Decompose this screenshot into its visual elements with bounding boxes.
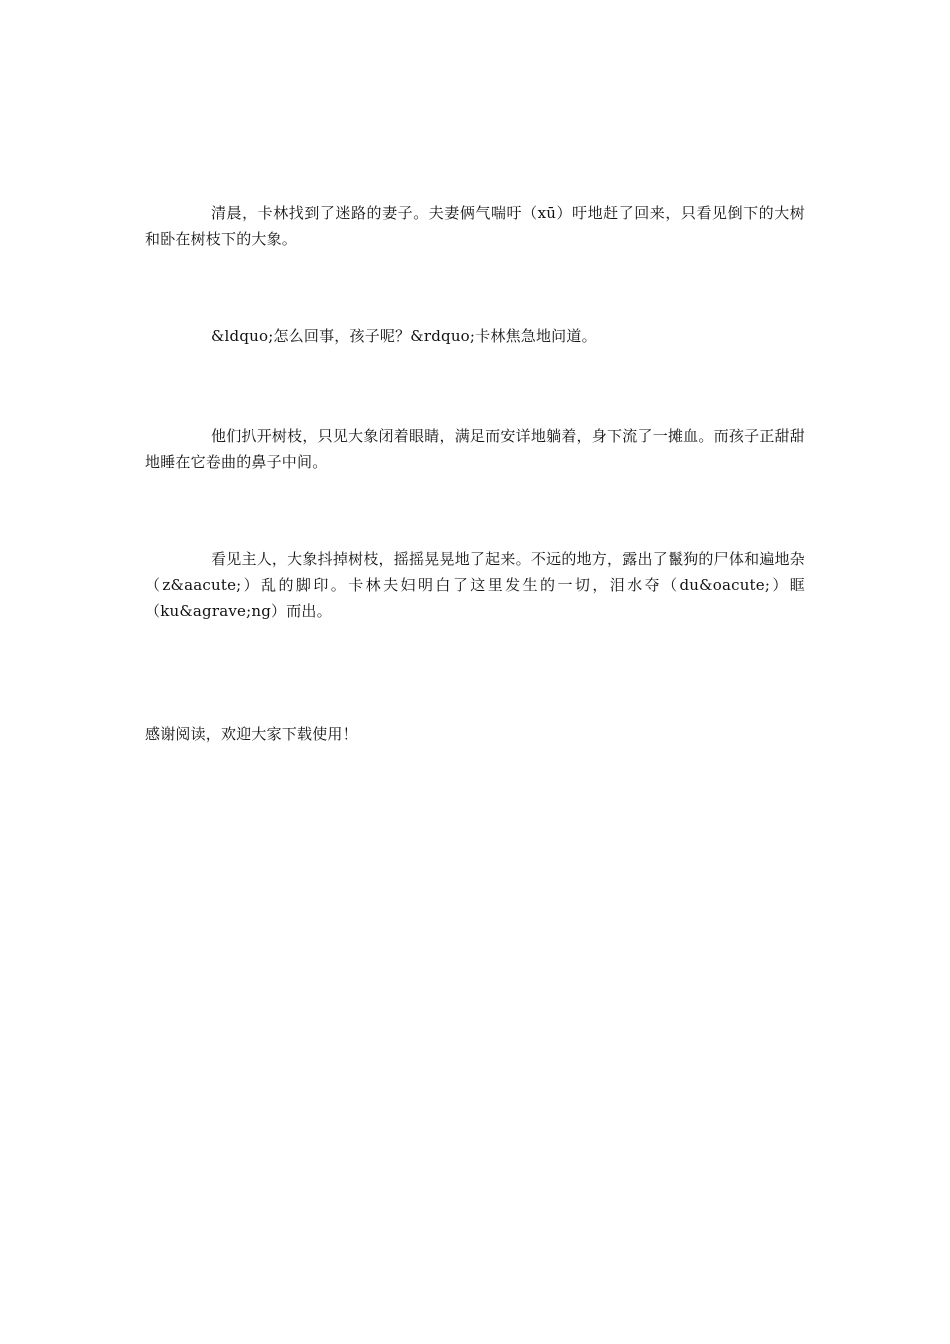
paragraph-morning-search: 清晨，卡林找到了迷路的妻子。夫妻俩气喘吁（xū）吁地赶了回来，只看见倒下的大树和卧在树枝下的大象。 <box>145 204 805 248</box>
paragraph-elephant-resting: 他们扒开树枝，只见大象闭着眼睛，满足而安详地躺着，身下流了一摊血。而孩子正甜甜地睡在它卷曲的鼻子中间。 <box>145 427 805 471</box>
paragraph-hyena-traces: 看见主人，大象抖掉树枝，摇摇晃晃地了起来。不远的地方，露出了鬣狗的尸体和遍地杂（z&aacute;）乱的脚印。卡林夫妇明白了这里发生的一切，泪水夺（du&oacute;）眶（ku&agrave;ng）而出。 <box>145 550 805 620</box>
closing-message: 感谢阅读，欢迎大家下载使用！ <box>145 725 358 743</box>
paragraph-question: &ldquo;怎么回事，孩子呢？&rdquo;卡林焦急地问道。 <box>211 327 597 345</box>
